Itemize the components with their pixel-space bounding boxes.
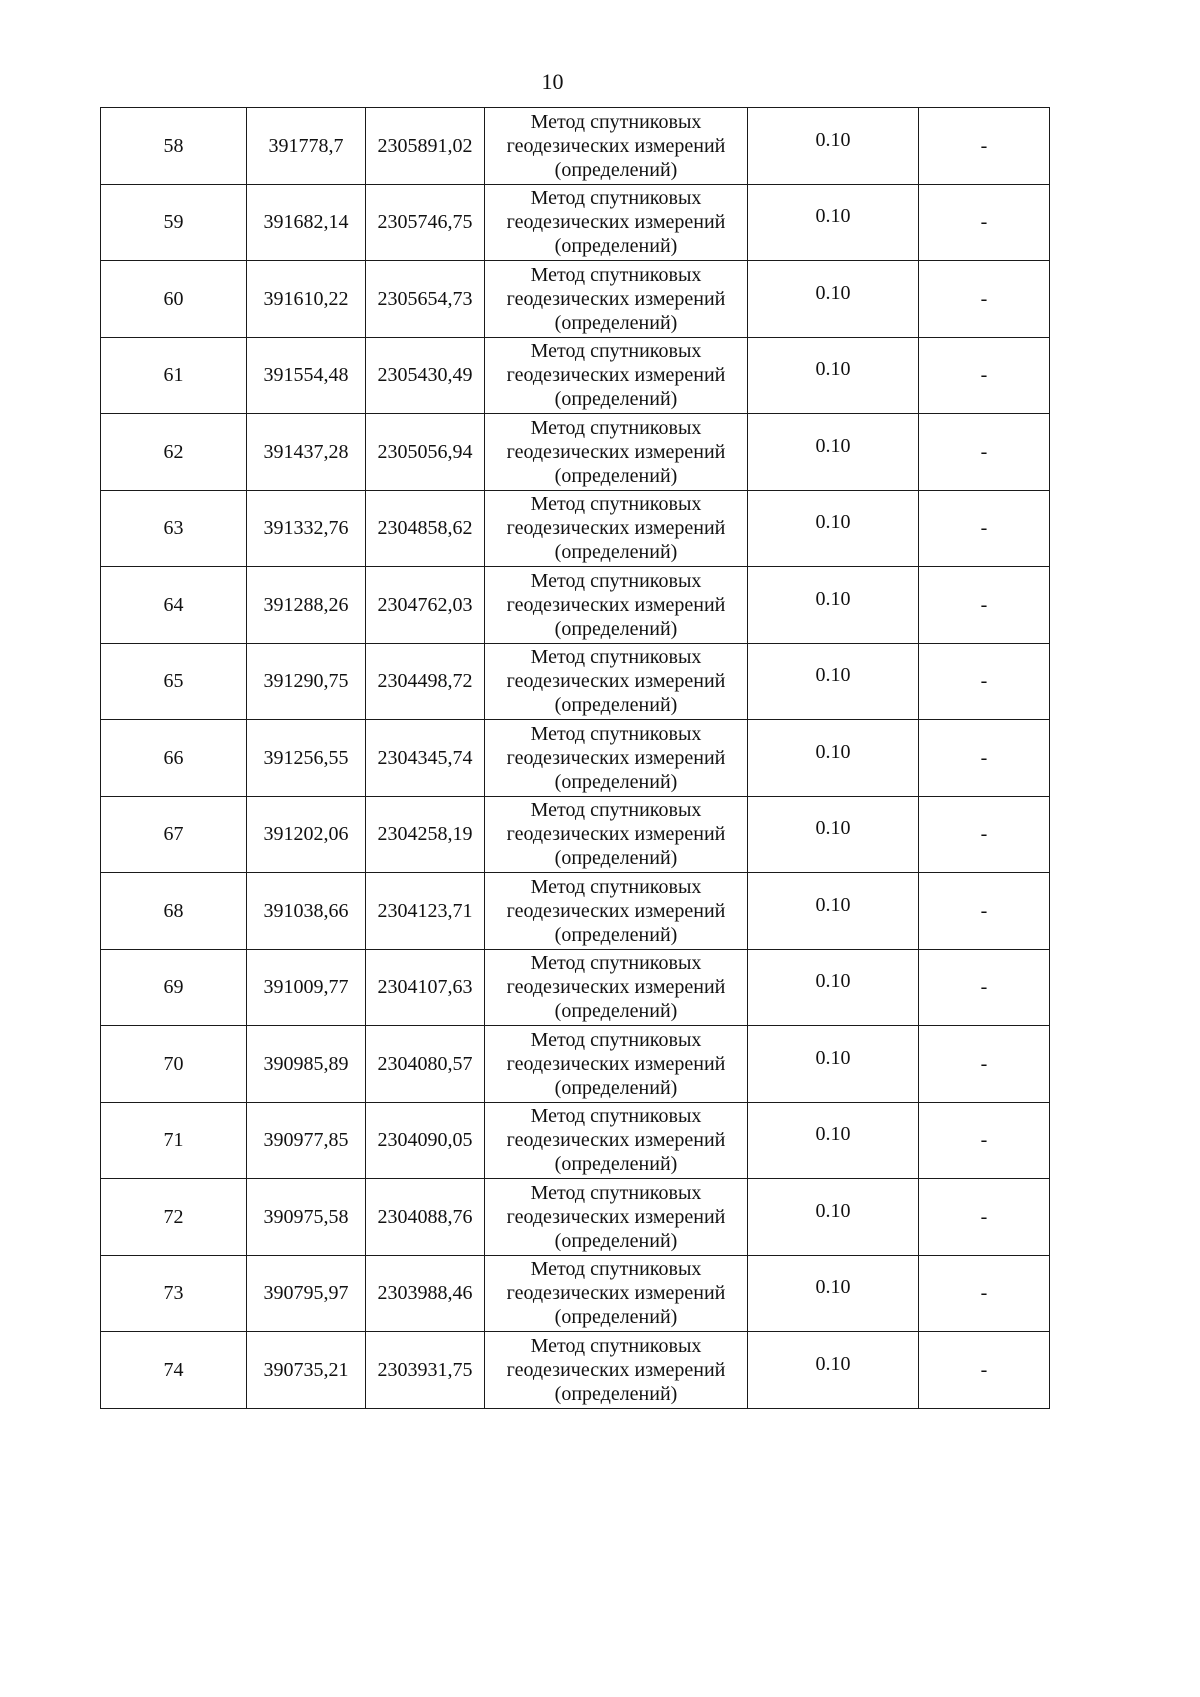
accuracy-cell — [748, 873, 919, 950]
description-cell: - — [919, 1255, 1050, 1332]
accuracy-cell — [748, 796, 919, 873]
accuracy-value: 0.10 — [815, 817, 851, 840]
page-number: 10 — [541, 69, 564, 94]
x-coordinate-cell: 391554,48 — [247, 337, 366, 414]
x-coordinate-cell: 391256,55 — [247, 720, 366, 797]
description-cell: - — [919, 414, 1050, 491]
accuracy-value: 0.10 — [815, 511, 851, 534]
point-number-cell: 58 — [101, 108, 247, 185]
x-coordinate-cell: 391202,06 — [247, 796, 366, 873]
table-row — [101, 184, 1050, 261]
y-coordinate-cell: 2304258,19 — [366, 796, 485, 873]
y-coordinate-cell: 2304498,72 — [366, 643, 485, 720]
point-number-cell: 70 — [101, 1026, 247, 1103]
accuracy-value: 0.10 — [815, 358, 851, 381]
table-row — [101, 1026, 1050, 1103]
accuracy-cell — [748, 184, 919, 261]
table-row — [101, 1332, 1050, 1409]
accuracy-cell — [748, 261, 919, 338]
accuracy-value: 0.10 — [815, 1123, 851, 1146]
point-number-cell: 67 — [101, 796, 247, 873]
method-cell: Метод спутниковых геодезических измерений (определений) — [485, 567, 748, 644]
y-coordinate-cell: 2304762,03 — [366, 567, 485, 644]
accuracy-value: 0.10 — [815, 970, 851, 993]
y-coordinate-cell: 2304123,71 — [366, 873, 485, 950]
method-cell: Метод спутниковых геодезических измерений (определений) — [485, 261, 748, 338]
method-cell: Метод спутниковых геодезических измерений (определений) — [485, 720, 748, 797]
x-coordinate-cell: 391610,22 — [247, 261, 366, 338]
accuracy-cell — [748, 1179, 919, 1256]
accuracy-cell — [748, 414, 919, 491]
accuracy-value: 0.10 — [815, 893, 851, 916]
table-row — [101, 490, 1050, 567]
accuracy-value: 0.10 — [815, 587, 851, 610]
x-coordinate-cell: 390735,21 — [247, 1332, 366, 1409]
accuracy-cell — [748, 567, 919, 644]
point-number-cell: 71 — [101, 1102, 247, 1179]
x-coordinate-cell: 391682,14 — [247, 184, 366, 261]
method-cell: Метод спутниковых геодезических измерений (определений) — [485, 1102, 748, 1179]
x-coordinate-cell: 391332,76 — [247, 490, 366, 567]
accuracy-cell — [748, 1332, 919, 1409]
x-coordinate-cell: 391290,75 — [247, 643, 366, 720]
y-coordinate-cell: 2305430,49 — [366, 337, 485, 414]
x-coordinate-cell: 390985,89 — [247, 1026, 366, 1103]
point-number-cell: 65 — [101, 643, 247, 720]
y-coordinate-cell: 2305056,94 — [366, 414, 485, 491]
description-cell: - — [919, 1102, 1050, 1179]
method-cell: Метод спутниковых геодезических измерений (определений) — [485, 1332, 748, 1409]
y-coordinate-cell: 2304090,05 — [366, 1102, 485, 1179]
y-coordinate-cell: 2304345,74 — [366, 720, 485, 797]
table-row — [101, 414, 1050, 491]
method-cell: Метод спутниковых геодезических измерений (определений) — [485, 1026, 748, 1103]
method-cell: Метод спутниковых геодезических измерений (определений) — [485, 490, 748, 567]
x-coordinate-cell: 391437,28 — [247, 414, 366, 491]
accuracy-cell — [748, 490, 919, 567]
accuracy-cell — [748, 1102, 919, 1179]
description-cell: - — [919, 567, 1050, 644]
accuracy-cell — [748, 337, 919, 414]
x-coordinate-cell: 390977,85 — [247, 1102, 366, 1179]
y-coordinate-cell: 2303988,46 — [366, 1255, 485, 1332]
description-cell: - — [919, 184, 1050, 261]
y-coordinate-cell: 2304858,62 — [366, 490, 485, 567]
point-number-cell: 62 — [101, 414, 247, 491]
table-row — [101, 567, 1050, 644]
table-row — [101, 1255, 1050, 1332]
accuracy-cell — [748, 108, 919, 185]
accuracy-value: 0.10 — [815, 434, 851, 457]
x-coordinate-cell: 390795,97 — [247, 1255, 366, 1332]
accuracy-value: 0.10 — [815, 664, 851, 687]
table-row — [101, 1102, 1050, 1179]
accuracy-cell — [748, 1255, 919, 1332]
method-cell: Метод спутниковых геодезических измерений (определений) — [485, 184, 748, 261]
y-coordinate-cell: 2304080,57 — [366, 1026, 485, 1103]
y-coordinate-cell: 2305654,73 — [366, 261, 485, 338]
accuracy-value: 0.10 — [815, 740, 851, 763]
accuracy-value: 0.10 — [815, 1276, 851, 1299]
y-coordinate-cell: 2304088,76 — [366, 1179, 485, 1256]
method-cell: Метод спутниковых геодезических измерений (определений) — [485, 873, 748, 950]
table-row — [101, 796, 1050, 873]
point-number-cell: 68 — [101, 873, 247, 950]
accuracy-value: 0.10 — [815, 205, 851, 228]
description-cell: - — [919, 337, 1050, 414]
method-cell: Метод спутниковых геодезических измерений (определений) — [485, 1179, 748, 1256]
method-cell: Метод спутниковых геодезических измерений (определений) — [485, 108, 748, 185]
x-coordinate-cell: 391009,77 — [247, 949, 366, 1026]
table-row — [101, 643, 1050, 720]
accuracy-cell — [748, 643, 919, 720]
table-row — [101, 873, 1050, 950]
table-row — [101, 1179, 1050, 1256]
method-cell: Метод спутниковых геодезических измерений (определений) — [485, 414, 748, 491]
method-cell: Метод спутниковых геодезических измерений (определений) — [485, 643, 748, 720]
y-coordinate-cell: 2303931,75 — [366, 1332, 485, 1409]
point-number-cell: 60 — [101, 261, 247, 338]
method-cell: Метод спутниковых геодезических измерений (определений) — [485, 796, 748, 873]
accuracy-value: 0.10 — [815, 281, 851, 304]
accuracy-value: 0.10 — [815, 1199, 851, 1222]
table-row — [101, 949, 1050, 1026]
point-number-cell: 64 — [101, 567, 247, 644]
y-coordinate-cell: 2305746,75 — [366, 184, 485, 261]
description-cell: - — [919, 108, 1050, 185]
y-coordinate-cell: 2305891,02 — [366, 108, 485, 185]
table-row — [101, 337, 1050, 414]
accuracy-value: 0.10 — [815, 1352, 851, 1375]
description-cell: - — [919, 949, 1050, 1026]
table-row — [101, 108, 1050, 185]
description-cell: - — [919, 1332, 1050, 1409]
description-cell: - — [919, 873, 1050, 950]
y-coordinate-cell: 2304107,63 — [366, 949, 485, 1026]
table-body — [101, 108, 1050, 1409]
description-cell: - — [919, 643, 1050, 720]
point-number-cell: 74 — [101, 1332, 247, 1409]
x-coordinate-cell: 390975,58 — [247, 1179, 366, 1256]
point-number-cell: 61 — [101, 337, 247, 414]
x-coordinate-cell: 391778,7 — [247, 108, 366, 185]
accuracy-cell — [748, 720, 919, 797]
point-number-cell: 69 — [101, 949, 247, 1026]
point-number-cell: 72 — [101, 1179, 247, 1256]
accuracy-cell — [748, 949, 919, 1026]
description-cell: - — [919, 720, 1050, 797]
table-row — [101, 720, 1050, 797]
coordinates-table — [100, 107, 1050, 1409]
accuracy-value: 0.10 — [815, 128, 851, 151]
method-cell: Метод спутниковых геодезических измерений (определений) — [485, 949, 748, 1026]
x-coordinate-cell: 391288,26 — [247, 567, 366, 644]
method-cell: Метод спутниковых геодезических измерений (определений) — [485, 337, 748, 414]
x-coordinate-cell: 391038,66 — [247, 873, 366, 950]
description-cell: - — [919, 1179, 1050, 1256]
description-cell: - — [919, 490, 1050, 567]
accuracy-value: 0.10 — [815, 1046, 851, 1069]
point-number-cell: 66 — [101, 720, 247, 797]
description-cell: - — [919, 1026, 1050, 1103]
accuracy-cell — [748, 1026, 919, 1103]
point-number-cell: 59 — [101, 184, 247, 261]
method-cell: Метод спутниковых геодезических измерений (определений) — [485, 1255, 748, 1332]
point-number-cell: 63 — [101, 490, 247, 567]
point-number-cell: 73 — [101, 1255, 247, 1332]
description-cell: - — [919, 261, 1050, 338]
table-row — [101, 261, 1050, 338]
description-cell: - — [919, 796, 1050, 873]
